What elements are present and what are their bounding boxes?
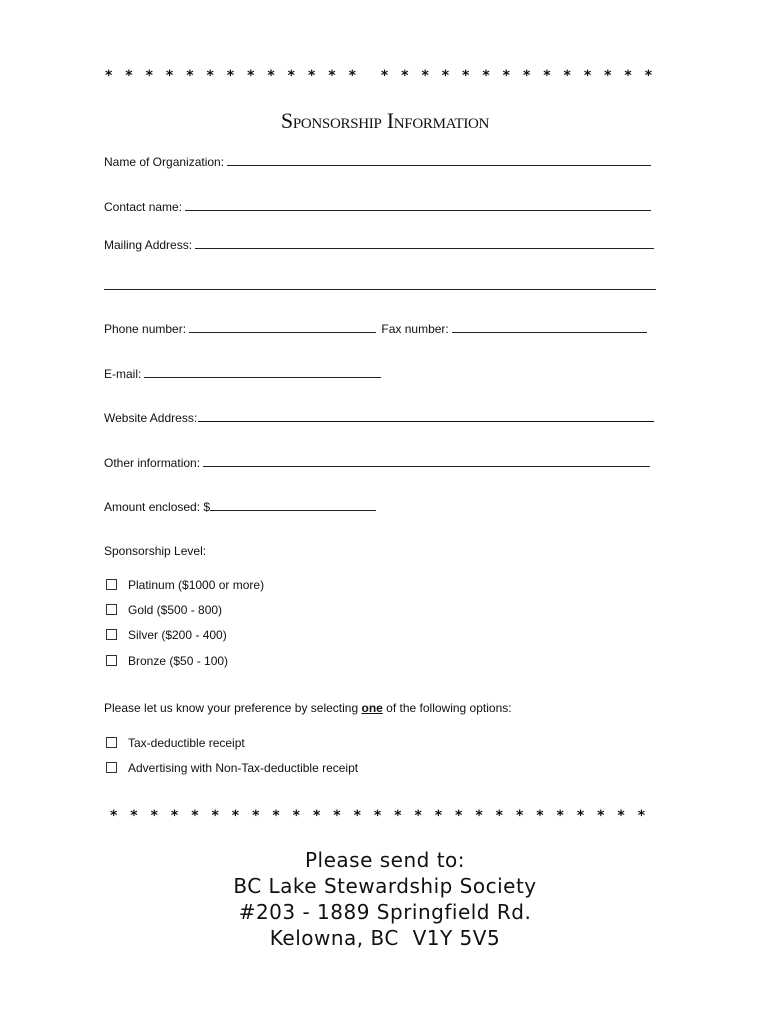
- page-title: Sponsorship Information: [280, 108, 490, 133]
- fax-blank[interactable]: [452, 321, 647, 333]
- stars-divider-top: * * * * * * * * * * * * * * * * * * * * * * * * * * *: [105, 68, 653, 84]
- preference-instruction: Please let us know your preference by selecting one of the following options:: [104, 701, 512, 715]
- option-tax-receipt-label: Tax-deductible receipt: [128, 736, 245, 750]
- organization-label: Name of Organization:: [104, 155, 225, 169]
- website-blank[interactable]: [198, 410, 654, 422]
- send-to-heading: Please send to:: [304, 848, 466, 872]
- other-info-label: Other information:: [104, 456, 201, 470]
- amount-label: Amount enclosed: $: [104, 500, 211, 514]
- organization-field[interactable]: [104, 154, 651, 169]
- level-platinum[interactable]: [106, 578, 264, 592]
- send-to-city: Kelowna, BC V1Y 5V5: [269, 926, 501, 950]
- level-gold[interactable]: [106, 603, 222, 617]
- phone-fax-row: [104, 321, 647, 336]
- checkbox-gold[interactable]: [106, 604, 117, 615]
- level-gold-label: Gold ($500 - 800): [128, 603, 223, 617]
- option-tax-receipt[interactable]: [106, 736, 245, 750]
- other-info-blank[interactable]: [203, 455, 650, 467]
- phone-blank[interactable]: [189, 321, 376, 333]
- mailing-blank-line2[interactable]: [104, 289, 656, 290]
- amount-blank[interactable]: [210, 499, 376, 511]
- level-bronze-label: Bronze ($50 - 100): [128, 654, 229, 668]
- mailing-label: Mailing Address:: [104, 238, 193, 252]
- email-field[interactable]: [104, 366, 381, 381]
- contact-blank[interactable]: [185, 199, 651, 211]
- level-platinum-label: Platinum ($1000 or more): [128, 578, 265, 592]
- email-label: E-mail:: [104, 367, 142, 381]
- contact-label: Contact name:: [104, 200, 183, 214]
- send-to-organization: BC Lake Stewardship Society: [233, 874, 537, 898]
- other-info-field[interactable]: [104, 455, 650, 470]
- fax-label: Fax number:: [381, 322, 449, 336]
- contact-field[interactable]: [104, 199, 651, 214]
- level-bronze[interactable]: [106, 654, 228, 668]
- stars-divider-bottom: * * * * * * * * * * * * * * * * * * * * * * * * * * *: [110, 808, 646, 824]
- sponsorship-heading: Sponsorship Level:: [104, 544, 207, 558]
- website-field[interactable]: [104, 410, 654, 425]
- amount-field[interactable]: [104, 499, 376, 514]
- level-silver[interactable]: [106, 628, 227, 642]
- checkbox-bronze[interactable]: [106, 655, 117, 666]
- level-silver-label: Silver ($200 - 400): [128, 628, 227, 642]
- preference-emphasis: one: [361, 701, 383, 715]
- website-label: Website Address:: [104, 411, 198, 425]
- send-to-street: #203 - 1889 Springfield Rd.: [238, 900, 532, 924]
- mailing-blank[interactable]: [195, 237, 654, 249]
- mailing-field[interactable]: [104, 237, 654, 252]
- checkbox-silver[interactable]: [106, 629, 117, 640]
- email-blank[interactable]: [144, 366, 381, 378]
- organization-blank[interactable]: [227, 154, 651, 166]
- option-advertising-label: Advertising with Non-Tax-deductible receipt: [128, 761, 359, 775]
- phone-label: Phone number:: [104, 322, 187, 336]
- checkbox-platinum[interactable]: [106, 579, 117, 590]
- option-advertising[interactable]: [106, 761, 358, 775]
- checkbox-tax-receipt[interactable]: [106, 737, 117, 748]
- checkbox-advertising[interactable]: [106, 762, 117, 773]
